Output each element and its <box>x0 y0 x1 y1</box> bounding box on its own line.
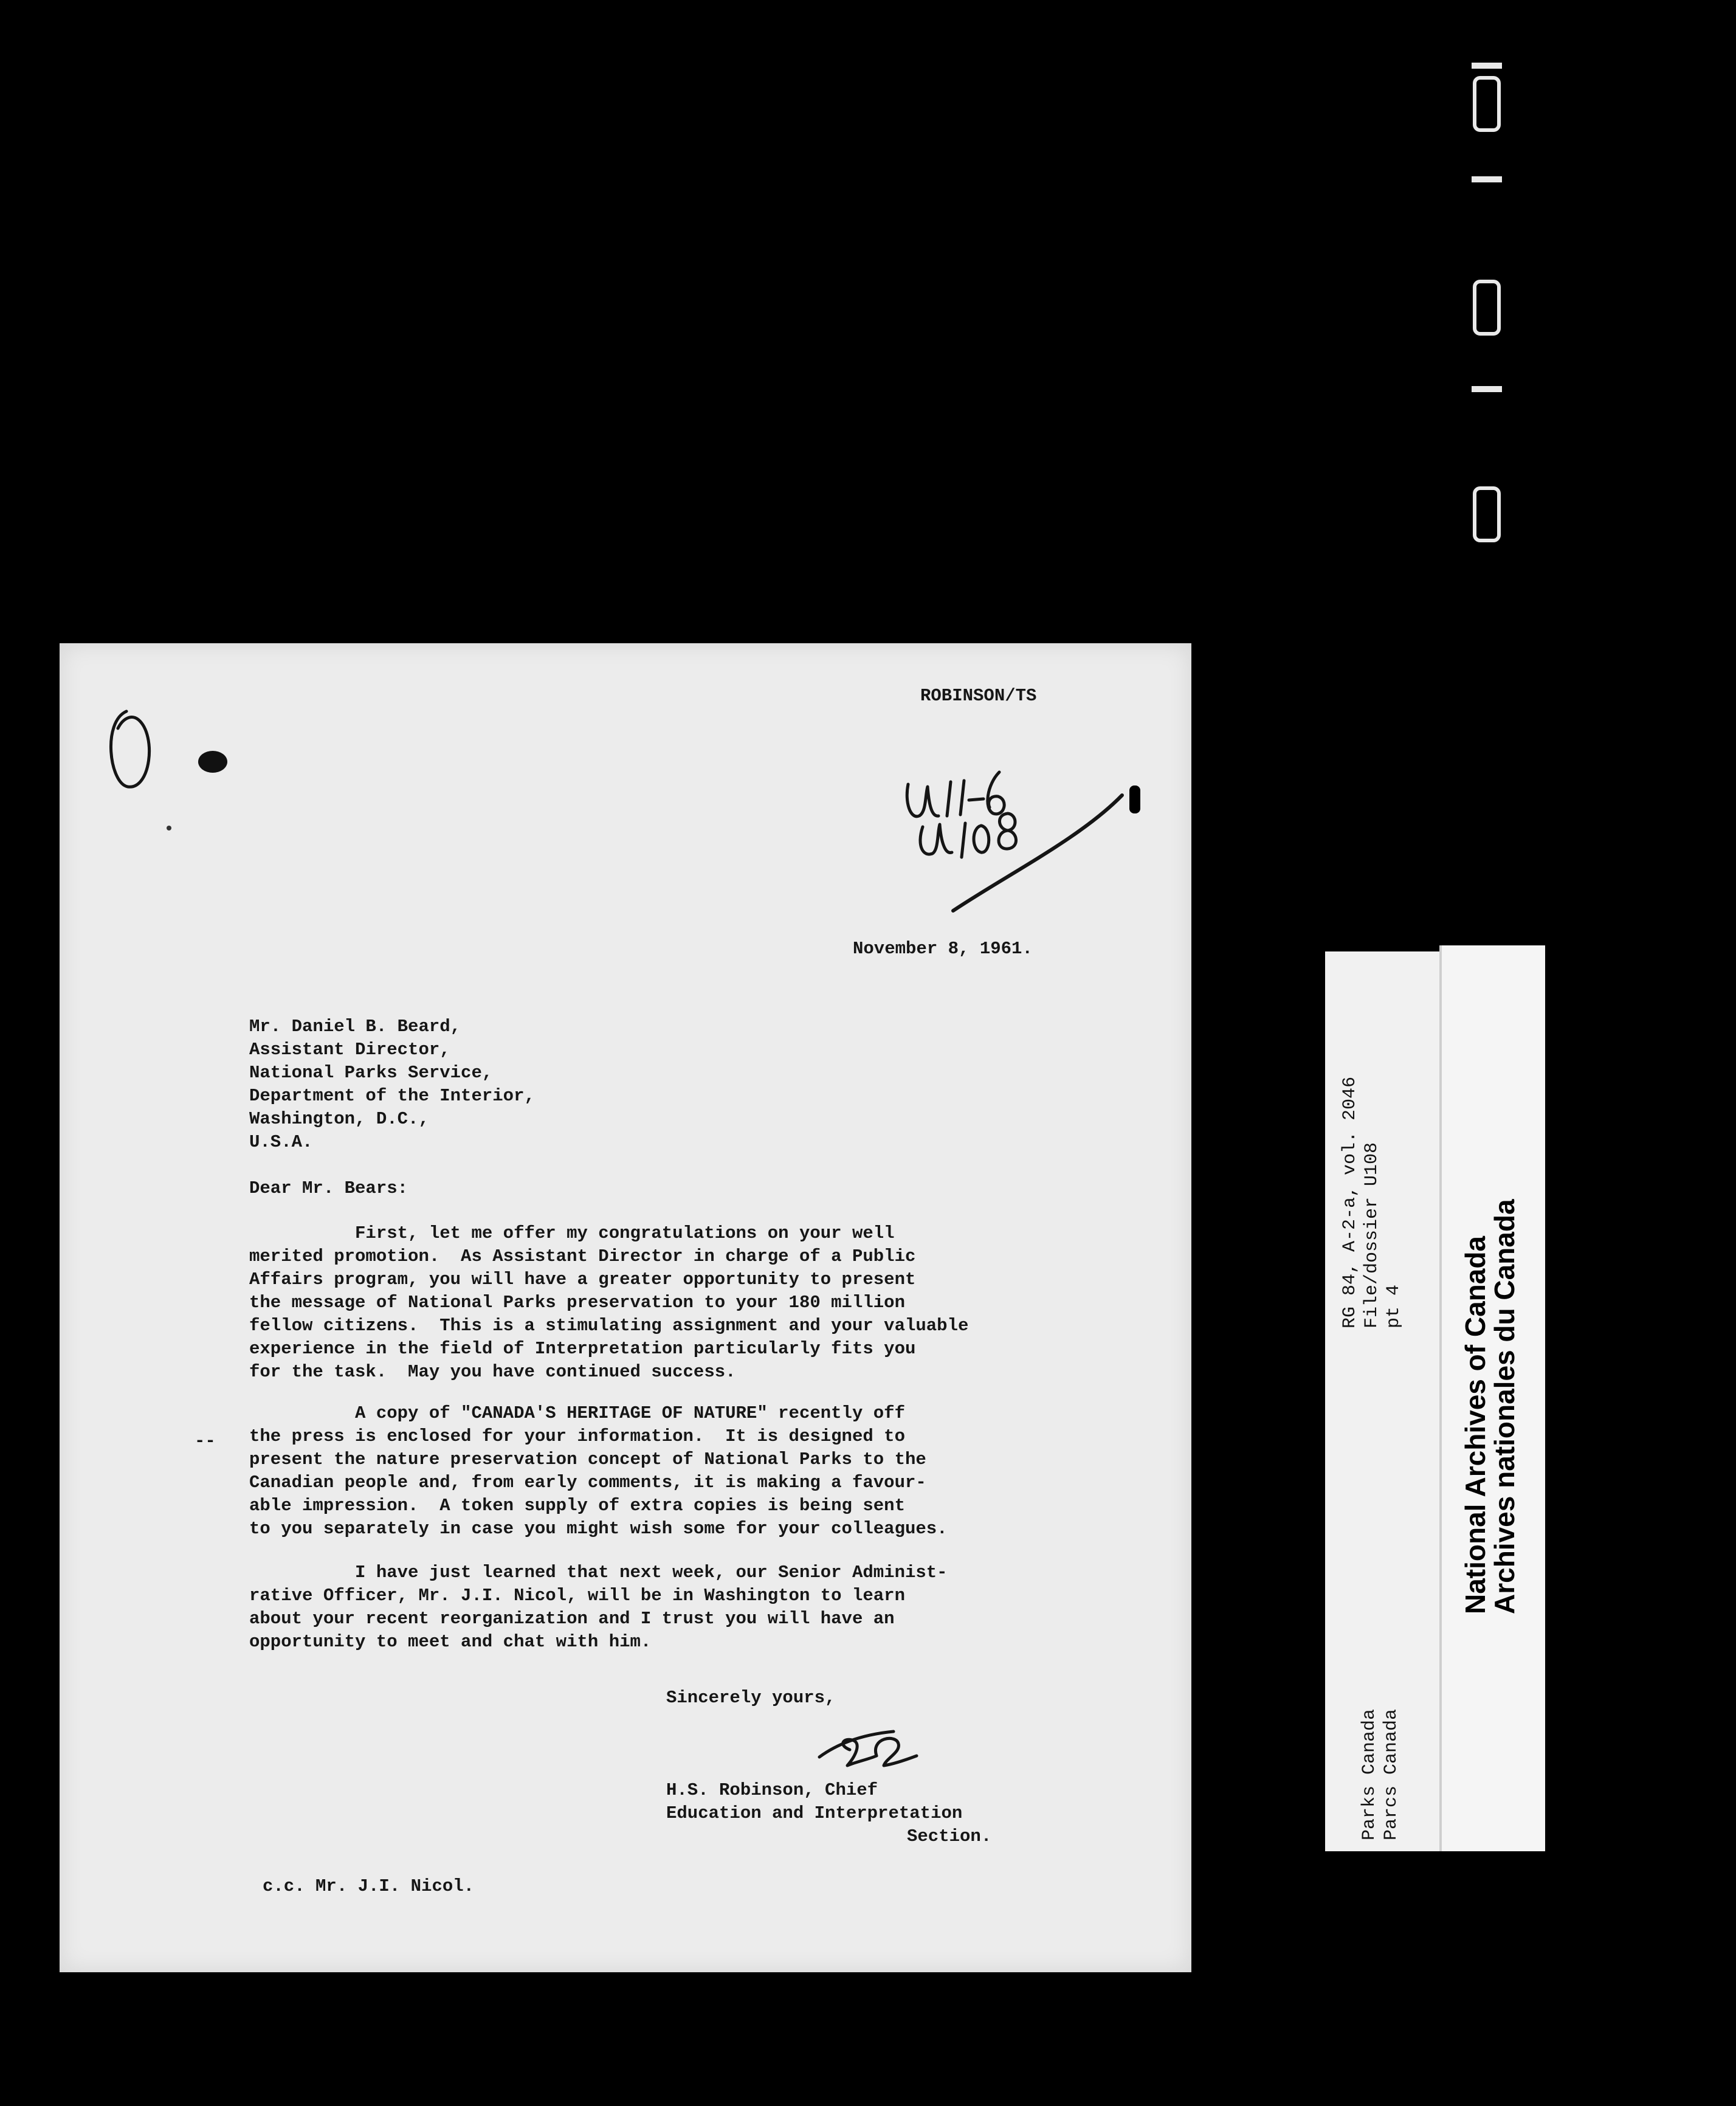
frame-mark <box>1472 176 1502 182</box>
frame-mark <box>1473 486 1501 542</box>
address-line: U.S.A. <box>249 1132 313 1152</box>
archives-name-french: Archives nationales du Canada <box>1489 1199 1520 1614</box>
address-line: National Parks Service, <box>249 1063 493 1083</box>
national-archives-label <box>1442 945 1545 1851</box>
body-paragraph-1: First, let me offer my congratulations on your well merited promotion. As Assistant Director in charge of a Public Affairs program, you will have a greater opportunity to present the message of National Parks preservation to your 180 million fellow citizens. This is a stimulating assignment and your valuable experience in the field of Interpretation particularly fits you for the task. May you have continued success. <box>249 1223 969 1382</box>
carbon-copy: c.c. Mr. J.I. Nicol. <box>263 1876 475 1896</box>
frame-mark <box>1472 386 1502 392</box>
reference-line: pt 4 <box>1383 1284 1404 1328</box>
archive-reference-label <box>1325 951 1442 1851</box>
handwritten-slash <box>953 795 1122 911</box>
address-line: Assistant Director, <box>249 1040 450 1060</box>
ink-dot <box>198 751 227 773</box>
reference-code: ROBINSON/TS <box>920 686 1037 706</box>
signature-line: H.S. Robinson, Chief <box>666 1780 878 1800</box>
frame-mark <box>1473 76 1501 132</box>
agency-line: Parcs Canada <box>1381 1708 1402 1840</box>
letter-date: November 8, 1961. <box>853 939 1033 959</box>
ink-speck <box>167 826 171 830</box>
handwritten-file-code <box>907 772 1004 817</box>
reference-line: File/dossier U108 <box>1362 1142 1382 1328</box>
film-frame-code <box>1468 52 1517 550</box>
handwritten-file-code <box>920 813 1016 857</box>
address-line: Washington, D.C., <box>249 1109 429 1129</box>
letter-page <box>60 643 1191 1972</box>
address-line: Department of the Interior, <box>249 1086 535 1106</box>
body-paragraph-2: A copy of "CANADA'S HERITAGE OF NATURE" recently off the press is enclosed for your information. It is designed to present the nature preservation concept of National Parks to the Canadian people and, from early comments, it is making a favour- able impression. A token supply of extra copies is being sent to you separately in case you might wish some for your colleagues. <box>249 1403 948 1539</box>
body-paragraph-3: I have just learned that next week, our Senior Administ- rative Officer, Mr. J.I. Nicol, will be in Washington to learn about your recent reorganization and I trust you will have an opportunity to meet and chat with him. <box>249 1562 948 1652</box>
frame-mark <box>1472 63 1502 69</box>
page-tab <box>1129 785 1140 813</box>
handwritten-o-mark <box>111 711 149 787</box>
signature-line: Section. <box>907 1826 992 1846</box>
margin-mark: -- <box>195 1431 216 1451</box>
archives-name-english: National Archives of Canada <box>1459 1235 1491 1614</box>
handwritten-initials <box>819 1731 917 1766</box>
reference-line: RG 84, A-2-a, vol. 2046 <box>1340 1076 1360 1328</box>
address-line: Mr. Daniel B. Beard, <box>249 1017 461 1037</box>
signature-line: Education and Interpretation <box>666 1803 963 1823</box>
agency-line: Parks Canada <box>1359 1708 1380 1840</box>
salutation: Dear Mr. Bears: <box>249 1178 408 1198</box>
frame-mark <box>1473 280 1501 336</box>
closing: Sincerely yours, <box>666 1688 836 1708</box>
